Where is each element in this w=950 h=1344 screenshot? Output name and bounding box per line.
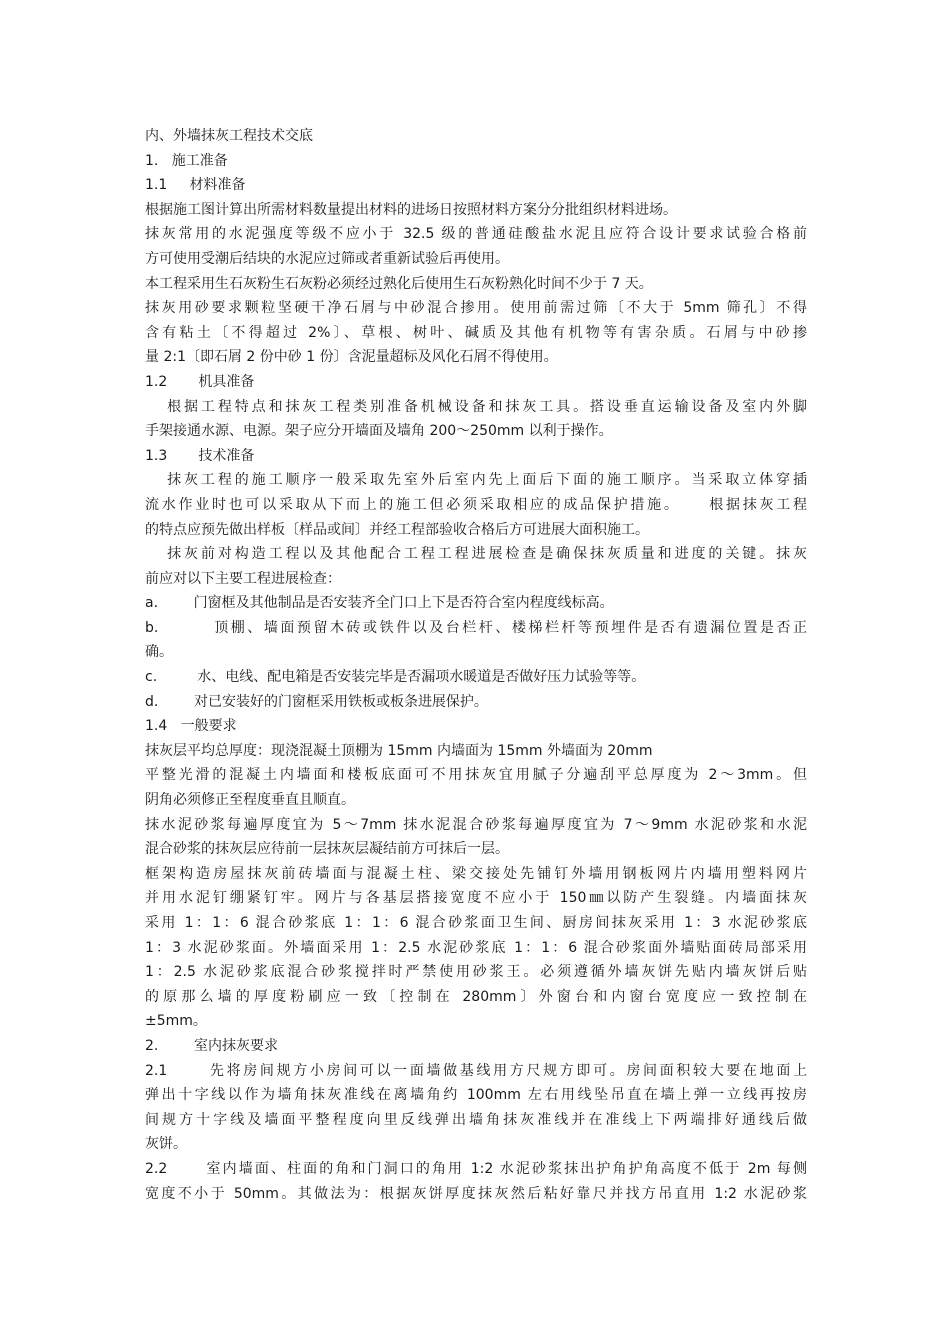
doc-title: 内、外墙抹灰工程技术交底 [145, 128, 313, 144]
paragraph-line: 流水作业时也可以采取从下而上的施工但必须采取相应的成品保护措施。 根据抹灰工程 [145, 496, 807, 513]
subsection-heading: 1.4 一般要求 [145, 718, 237, 735]
list-item: d. 对已安装好的门窗框采用铁板或板条进展保护。 [145, 693, 488, 710]
paragraph-line: 的特点应预先做出样板〔样品或间〕并经工程部验收合格后方可进展大面积施工。 [145, 521, 649, 538]
paragraph-line: 间规方十字线及墙面平整程度向里反线弹出墙角抹灰准线并在准线上下两端排好通线后做 [145, 1111, 807, 1128]
paragraph-line: 并用水泥钉绷紧钉牢。网片与各基层搭接宽度不应小于 150㎜以防产生裂缝。内墙面抹灰 [145, 890, 807, 907]
paragraph-line: 抹灰常用的水泥强度等级不应小于 32.5 级的普通硅酸盐水泥且应符合设计要求试验合格前 [145, 226, 807, 243]
paragraph-line: 灰饼。 [145, 1136, 187, 1153]
paragraph-line: 平整光滑的混凝土内墙面和楼板底面可不用抹灰宜用腻子分遍刮平总厚度为 2～3mm。但 [145, 767, 807, 784]
paragraph-line: 本工程采用生石灰粉生石灰粉必须经过熟化后使用生石灰粉熟化时间不少于 7 天。 [145, 275, 653, 292]
paragraph-line: 阴角必须修正至程度垂直且顺直。 [145, 792, 355, 809]
paragraph-line: 采用 1：1：6 混合砂浆底 1：1：6 混合砂浆面卫生间、厨房间抹灰采用 1：3 水泥砂浆底 [145, 915, 807, 931]
subsection-heading: 1.3 技术准备 [145, 447, 255, 464]
section-heading: 2. 室内抹灰要求 [145, 1037, 278, 1054]
paragraph-line: 2.1 先将房间规方小房间可以一面墙做基线用方尺规方即可。房间面积较大要在地面上 [145, 1062, 807, 1079]
paragraph-line: 前应对以下主要工程进展检查： [145, 570, 341, 587]
paragraph-line: 含有粘土〔不得超过 2%〕、草根、树叶、碱质及其他有机物等有害杂质。石屑与中砂掺 [145, 324, 807, 341]
paragraph-line: 确。 [145, 644, 173, 661]
subsection-heading: 1.1 材料准备 [145, 177, 246, 194]
paragraph-line: 抹灰工程的施工顺序一般采取先室外后室内先上面后下面的施工顺序。当采取立体穿插 [145, 472, 807, 489]
paragraph-line: 1：3 水泥砂浆面。外墙面采用 1：2.5 水泥砂浆底 1：1：6 混合砂浆面外墙贴面砖局部采用 [145, 939, 807, 956]
document-body [145, 124, 807, 1206]
paragraph-line: 抹灰用砂要求颗粒坚硬干净石屑与中砂混合掺用。使用前需过筛〔不大于 5mm 筛孔〕不得 [145, 300, 807, 317]
paragraph-line: 弹出十字线以作为墙角抹灰准线在离墙角约 100mm 左右用线坠吊直在墙上弹一立线再按房 [145, 1087, 807, 1104]
paragraph-line: 量 2:1〔即石屑 2 份中砂 1 份〕含泥量超标及风化石屑不得使用。 [145, 349, 558, 366]
paragraph-line: 混合砂浆的抹灰层应待前一层抹灰层凝结前方可抹后一层。 [145, 841, 509, 858]
list-item: b. 顶棚、墙面预留木砖或铁件以及台栏杆、楼梯栏杆等预埋件是否有遗漏位置是否正 [145, 619, 807, 636]
section-heading: 1. 施工准备 [145, 152, 228, 169]
paragraph-line: 抹灰前对构造工程以及其他配合工程工程进展检查是确保抹灰质量和进度的关键。抹灰 [145, 546, 807, 563]
paragraph-line: 2.2 室内墙面、柱面的角和门洞口的角用 1:2 水泥砂浆抹出护角护角高度不低于 2m 每侧 [145, 1160, 807, 1177]
paragraph-line: 抹灰层平均总厚度：现浇混凝土顶棚为 15mm 内墙面为 15mm 外墙面为 20mm [145, 742, 653, 759]
paragraph-line: 的原那么墙的厚度粉刷应一致〔控制在 280mm〕外窗台和内窗台宽度应一致控制在 [145, 988, 807, 1005]
subsection-heading: 1.2 机具准备 [145, 373, 255, 390]
paragraph-line: 抹水泥砂浆每遍厚度宜为 5～7mm 抹水泥混合砂浆每遍厚度宜为 7～9mm 水泥砂浆和水泥 [145, 816, 807, 833]
paragraph-line: 根据工程特点和抹灰工程类别准备机械设备和抹灰工具。搭设垂直运输设备及室内外脚 [145, 398, 807, 415]
list-item: c. 水、电线、配电箱是否安装完毕是否漏项水暖道是否做好压力试验等等。 [145, 669, 646, 686]
list-item: a. 门窗框及其他制品是否安装齐全门口上下是否符合室内程度线标高。 [145, 595, 614, 612]
paragraph-line: 方可使用受潮后结块的水泥应过筛或者重新试验后再使用。 [145, 250, 509, 267]
paragraph-line: ±5mm。 [145, 1013, 207, 1030]
paragraph-line: 1：2.5 水泥砂浆底混合砂浆搅拌时严禁使用砂浆王。必须遵循外墙灰饼先贴内墙灰饼后贴 [145, 964, 807, 981]
paragraph-line: 根据施工图计算出所需材料数量提出材料的进场日按照材料方案分分批组织材料进场。 [145, 201, 677, 218]
paragraph-line: 宽度不小于 50mm。其做法为：根据灰饼厚度抹灰然后粘好靠尺并找方吊直用 1:2 水泥砂浆 [145, 1185, 807, 1202]
paragraph-line: 手架接通水源、电源。架子应分开墙面及墙角 200～250mm 以利于操作。 [145, 423, 613, 440]
paragraph-line: 框架构造房屋抹灰前砖墙面与混凝土柱、梁交接处先铺钉外墙用钢板网片内墙用塑料网片 [145, 865, 807, 882]
